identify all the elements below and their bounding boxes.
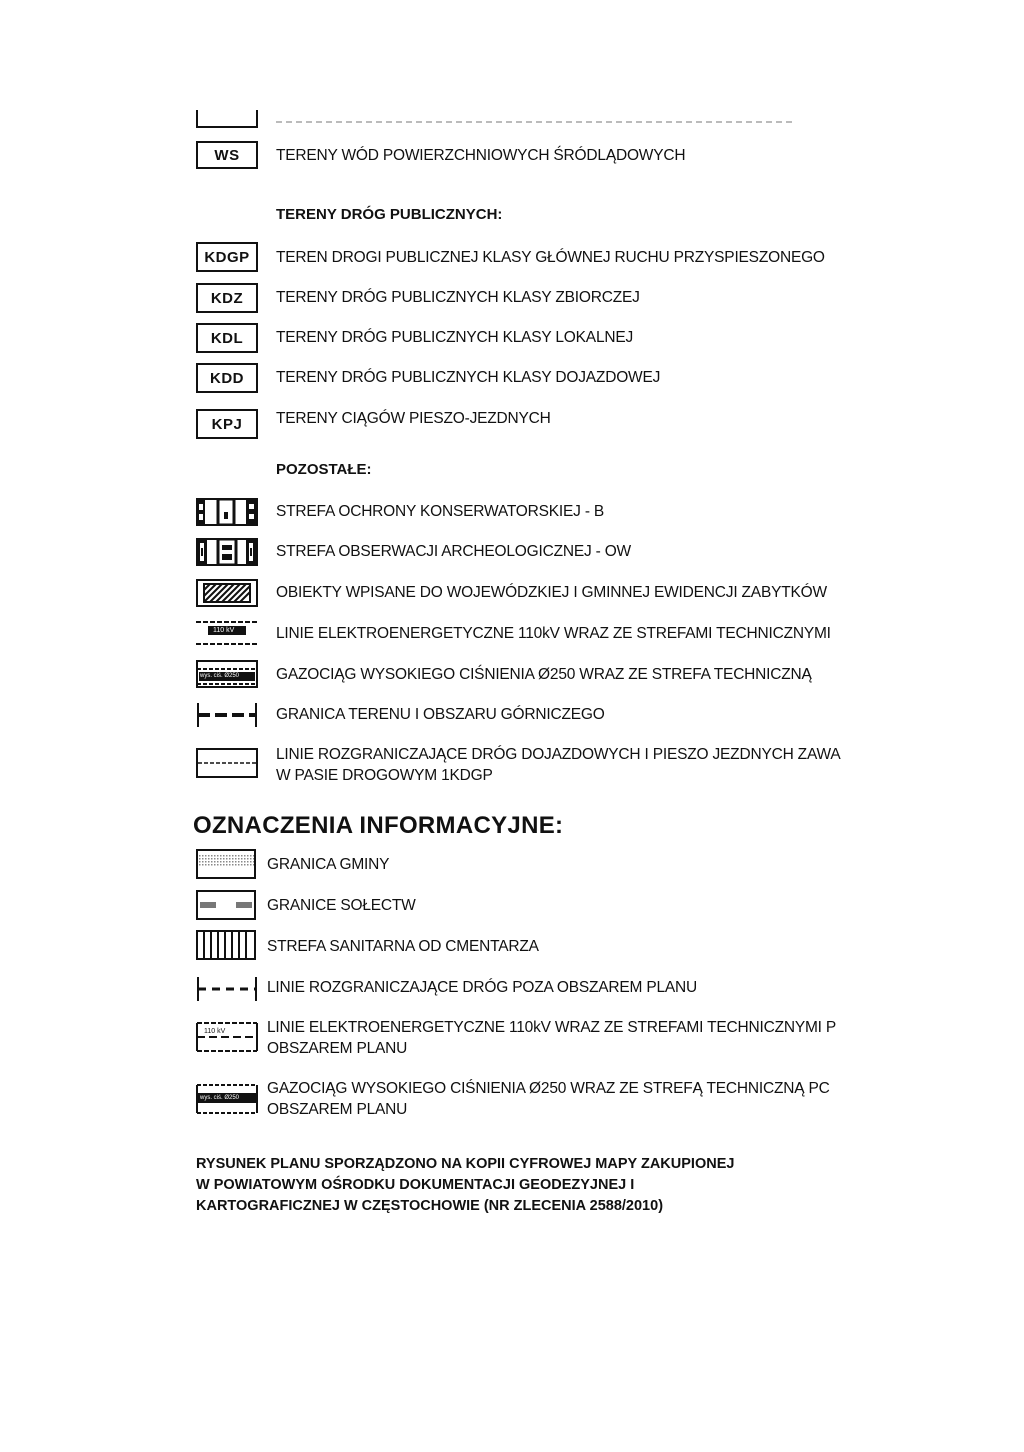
power-line-outside-icon — [196, 1021, 258, 1053]
legend-text-kdl: TERENY DRÓG PUBLICZNYCH KLASY LOKALNEJ — [276, 329, 634, 346]
road-line-outside-icon — [196, 975, 258, 1003]
legend-text-ws: TERENY WÓD POWIERZCHNIOWYCH ŚRÓDLĄDOWYCH — [276, 147, 686, 164]
legend-code-ws: WS — [196, 141, 258, 169]
legend-text-kdgp: TEREN DROGI PUBLICZNEJ KLASY GŁÓWNEJ RUCHU PRZYSPIESZONEGO — [276, 249, 825, 266]
info-text-cemetery: STREFA SANITARNA OD CMENTARZA — [267, 938, 539, 955]
info-text-power-outside-line2: OBSZAREM PLANU — [267, 1040, 408, 1057]
power-line-icon — [196, 620, 258, 646]
archaeological-zone-ow-icon — [196, 538, 258, 566]
power-line-label: 110 kV — [213, 627, 235, 634]
village-boundary-icon — [196, 890, 256, 920]
gas-pipeline-outside-label: wys. ciś. Ø250 — [200, 1095, 240, 1101]
info-section-title: OZNACZENIA INFORMACYJNE: — [193, 812, 564, 839]
info-text-power-outside: LINIE ELEKTROENERGETYCZNE 110kV WRAZ ZE STREFAMI TECHNICZNYMI P — [267, 1019, 837, 1036]
dashed-road-line-icon — [196, 748, 258, 778]
info-text-gas-outside-wrap — [267, 1079, 904, 1123]
legend-text-dashed-road-line2: W PASIE DROGOWYM 1KDGP — [276, 767, 493, 784]
legend-text-kdd: TERENY DRÓG PUBLICZNYCH KLASY DOJAZDOWEJ — [276, 369, 661, 386]
legend-text-kpj: TERENY CIĄGÓW PIESZO-JEZDNYCH — [276, 410, 551, 427]
info-text-gas-outside-line2: OBSZAREM PLANU — [267, 1101, 408, 1118]
legend-code-kpj: KPJ — [196, 409, 258, 439]
footer-note-line3: KARTOGRAFICZNEJ W CZĘSTOCHOWIE (NR ZLECENIA 2588/2010) — [196, 1198, 664, 1214]
gas-pipeline-icon — [196, 660, 258, 688]
legend-text-dashed-road-wrap — [276, 745, 904, 789]
legend-text-gas-pipeline: GAZOCIĄG WYSOKIEGO CIŚNIENIA Ø250 WRAZ ZE STREFA TECHNICZNĄ — [276, 666, 812, 683]
hatched-monument-icon — [196, 579, 258, 607]
power-line-outside-label: 110 kV — [204, 1028, 226, 1035]
legend-text-mining-boundary: GRANICA TERENU I OBSZARU GÓRNICZEGO — [276, 706, 605, 723]
conservation-zone-b-icon — [196, 498, 258, 526]
other-section-header: POZOSTAŁE: — [276, 461, 372, 478]
info-text-power-outside-wrap — [267, 1018, 904, 1062]
cemetery-zone-icon — [196, 930, 256, 960]
gas-pipeline-label: wys. ciś. Ø250 — [200, 673, 240, 679]
info-text-village: GRANICE SOŁECTW — [267, 897, 416, 914]
footer-note-line2: W POWIATOWYM OŚRODKU DOKUMENTACJI GEODEZYJNEJ I — [196, 1177, 635, 1193]
legend-text-archaeological-ow: STREFA OBSERWACJI ARCHEOLOGICZNEJ - OW — [276, 543, 631, 560]
mining-boundary-icon — [196, 701, 258, 729]
info-text-road-outside: LINIE ROZGRANICZAJĄCE DRÓG POZA OBSZAREM PLANU — [267, 979, 698, 996]
footer-note-line1: RYSUNEK PLANU SPORZĄDZONO NA KOPII CYFROWEJ MAPY ZAKUPIONEJ — [196, 1156, 735, 1172]
legend-text-conservation-b: STREFA OCHRONY KONSERWATORSKIEJ - B — [276, 503, 605, 520]
info-text-gas-outside: GAZOCIĄG WYSOKIEGO CIŚNIENIA Ø250 WRAZ ZE STREFĄ TECHNICZNĄ PC — [267, 1080, 830, 1097]
legend-code-kdgp: KDGP — [196, 242, 258, 272]
clipped-symbol-top — [196, 110, 258, 128]
municipality-boundary-icon — [196, 849, 256, 879]
info-text-municipality: GRANICA GMINY — [267, 856, 390, 873]
legend-code-kdd: KDD — [196, 363, 258, 393]
legend-text-power-line: LINIE ELEKTROENERGETYCZNE 110kV WRAZ ZE STREFAMI TECHNICZNYMI — [276, 625, 831, 642]
legend-text-kdz: TERENY DRÓG PUBLICZNYCH KLASY ZBIORCZEJ — [276, 289, 640, 306]
gas-pipeline-outside-icon — [196, 1083, 258, 1115]
legend-text-dashed-road: LINIE ROZGRANICZAJĄCE DRÓG DOJAZDOWYCH I PIESZO JEZDNYCH ZAWA — [276, 746, 841, 763]
legend-code-kdl: KDL — [196, 323, 258, 353]
clipped-text-top — [276, 121, 796, 123]
roads-section-header: TERENY DRÓG PUBLICZNYCH: — [276, 206, 503, 223]
legend-code-kdz: KDZ — [196, 283, 258, 313]
legend-text-monuments: OBIEKTY WPISANE DO WOJEWÓDZKIEJ I GMINNEJ EWIDENCJI ZABYTKÓW — [276, 584, 827, 601]
